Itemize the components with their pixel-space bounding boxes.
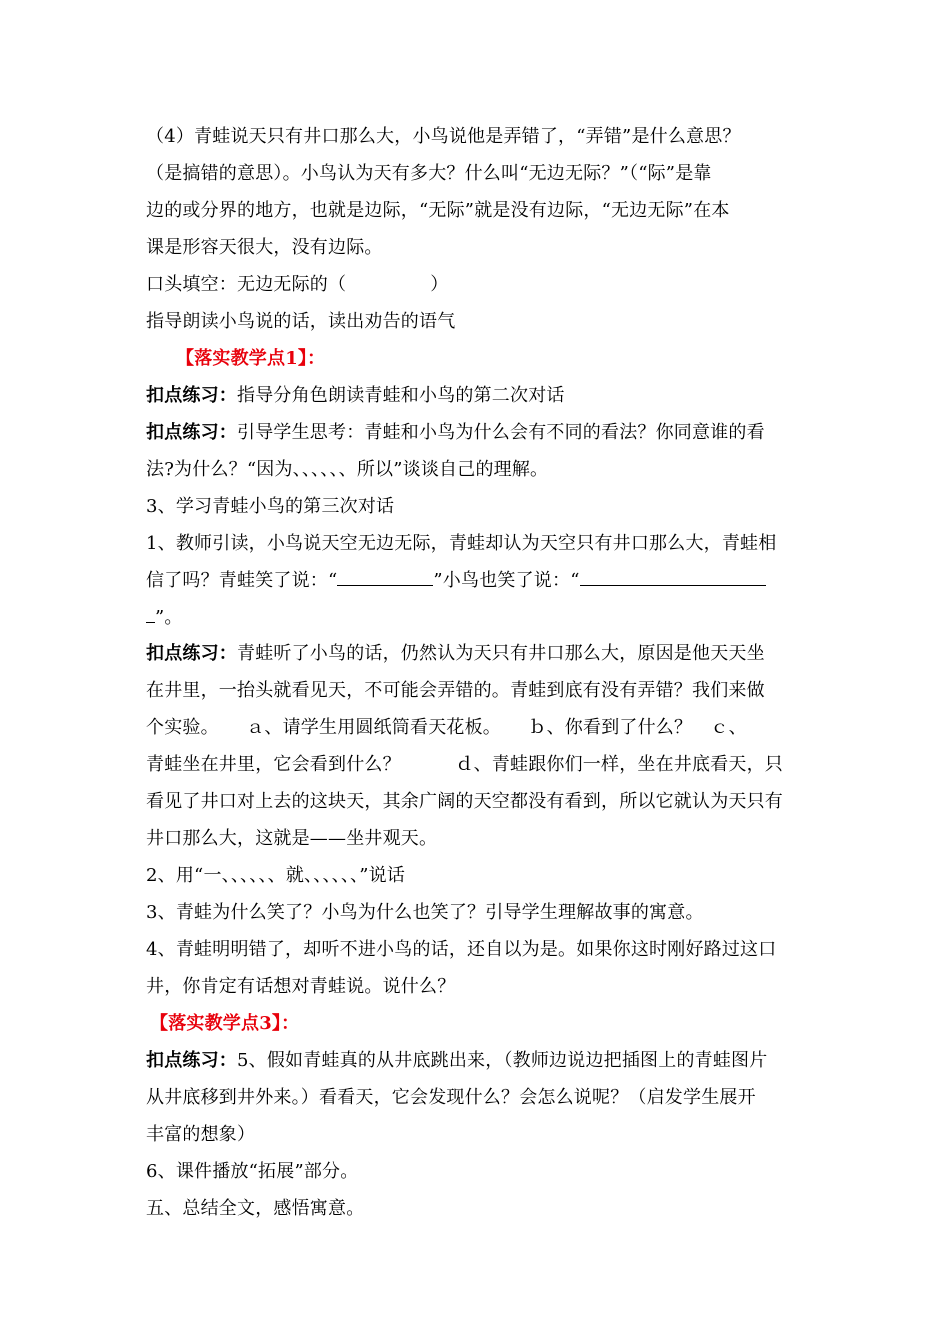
exercise-4 xyxy=(146,1042,811,1153)
exercise-3 xyxy=(146,635,811,857)
text-line xyxy=(146,635,811,672)
heading-teaching-point-1 xyxy=(176,340,841,377)
question-text: ”小鸟也笑了说：“ xyxy=(433,570,580,591)
text-line: 五、总结全文，感悟寓意。 xyxy=(146,1198,365,1219)
text-line xyxy=(146,1042,811,1079)
text-line: 课是形容天很大，没有边际。 xyxy=(146,237,383,258)
text-line xyxy=(146,377,811,414)
question-6 xyxy=(146,1153,811,1190)
exercise-text: 指导分角色朗读青蛙和小鸟的第二次对话 xyxy=(237,385,565,406)
text-line: 边的或分界的地方，也就是边际，“无际”就是没有边际，“无边无际”在本 xyxy=(146,200,730,221)
answer-blank xyxy=(146,604,155,623)
fill-blank-close: ） xyxy=(430,274,449,295)
text-line: 青蛙坐在井里，它会看到什么？ ｄ、青蛙跟你们一样，坐在井底看天，只 xyxy=(146,754,783,775)
heading-text: 【落实教学点3】： xyxy=(150,1013,300,1034)
text-line: 4、青蛙明明错了，却听不进小鸟的话，还自以为是。如果你这时刚好路过这口 xyxy=(146,939,777,960)
question-4 xyxy=(146,931,811,1005)
exercise-text: 青蛙听了小鸟的话，仍然认为天只有井口那么大，原因是他天天坐 xyxy=(237,643,765,664)
exercise-label: 扣点练习： xyxy=(146,385,237,406)
text-line xyxy=(146,414,811,451)
question-text: ”。 xyxy=(155,607,183,628)
section-5-heading xyxy=(146,1190,811,1227)
text-line: 指导朗读小鸟说的话，读出劝告的语气 xyxy=(146,311,456,332)
fill-blank-prompt: 口头填空：无边无际的（ xyxy=(146,274,347,295)
question-text: 信了吗？青蛙笑了说：“ xyxy=(146,570,338,591)
text-line: 6、课件播放“拓展”部分。 xyxy=(146,1161,359,1182)
answer-blank xyxy=(580,567,766,586)
exercise-text: 5、假如青蛙真的从井底跳出来，（教师边说边把插图上的青蛙图片 xyxy=(237,1050,768,1071)
exercise-label: 扣点练习： xyxy=(146,1050,237,1071)
text-line: 个实验。 ａ、请学生用圆纸筒看天花板。 ｂ、你看到了什么？ ｃ、 xyxy=(146,717,747,738)
text-line xyxy=(146,599,811,636)
text-line: 井口那么大，这就是——坐井观天。 xyxy=(146,828,438,849)
text-line: 1、教师引读，小鸟说天空无边无际，青蛙却认为天空只有井口那么大，青蛙相 xyxy=(146,533,777,554)
text-line: 3、学习青蛙小鸟的第三次对话 xyxy=(146,496,395,517)
text-line: 在井里，一抬头就看见天，不可能会弄错的。青蛙到底有没有弄错？我们来做 xyxy=(146,680,765,701)
text-line: 法?为什么？“因为、、、、、、所以”谈谈自己的理解。 xyxy=(146,459,549,480)
section-3-heading xyxy=(146,488,811,525)
answer-blank xyxy=(337,567,433,586)
question-3 xyxy=(146,894,811,931)
paragraph-fill-blank xyxy=(146,266,811,303)
text-line: 看见了井口对上去的这块天，其余广阔的天空都没有看到，所以它就认为天只有 xyxy=(146,791,783,812)
question-1 xyxy=(146,525,811,636)
exercise-1 xyxy=(146,377,811,414)
text-line: 2、用“一、、、、、、就、、、、、、”说话 xyxy=(146,865,406,886)
exercise-label: 扣点练习： xyxy=(146,643,237,664)
text-line xyxy=(146,266,811,303)
question-2 xyxy=(146,857,811,894)
text-line: （是搞错的意思）。小鸟认为天有多大？什么叫“无边无际？”（“际”是靠 xyxy=(146,163,712,184)
paragraph-read-guidance xyxy=(146,303,811,340)
text-line: 从井底移到井外来。）看看天，它会发现什么？会怎么说呢？（启发学生展开 xyxy=(146,1087,756,1108)
exercise-label: 扣点练习： xyxy=(146,422,237,443)
exercise-text: 引导学生思考：青蛙和小鸟为什么会有不同的看法？你同意谁的看 xyxy=(237,422,765,443)
text-line: 丰富的想象） xyxy=(146,1124,256,1145)
heading-text: 【落实教学点1】： xyxy=(176,348,326,369)
text-line xyxy=(146,562,811,599)
exercise-2 xyxy=(146,414,811,488)
paragraph-explanation xyxy=(146,118,811,266)
text-line: 井，你肯定有话想对青蛙说。说什么？ xyxy=(146,976,456,997)
heading-teaching-point-3 xyxy=(150,1005,815,1042)
text-line: （4）青蛙说天只有井口那么大，小鸟说他是弄错了，“弄错”是什么意思？ xyxy=(146,126,741,147)
text-line: 3、青蛙为什么笑了？小鸟为什么也笑了？引导学生理解故事的寓意。 xyxy=(146,902,704,923)
